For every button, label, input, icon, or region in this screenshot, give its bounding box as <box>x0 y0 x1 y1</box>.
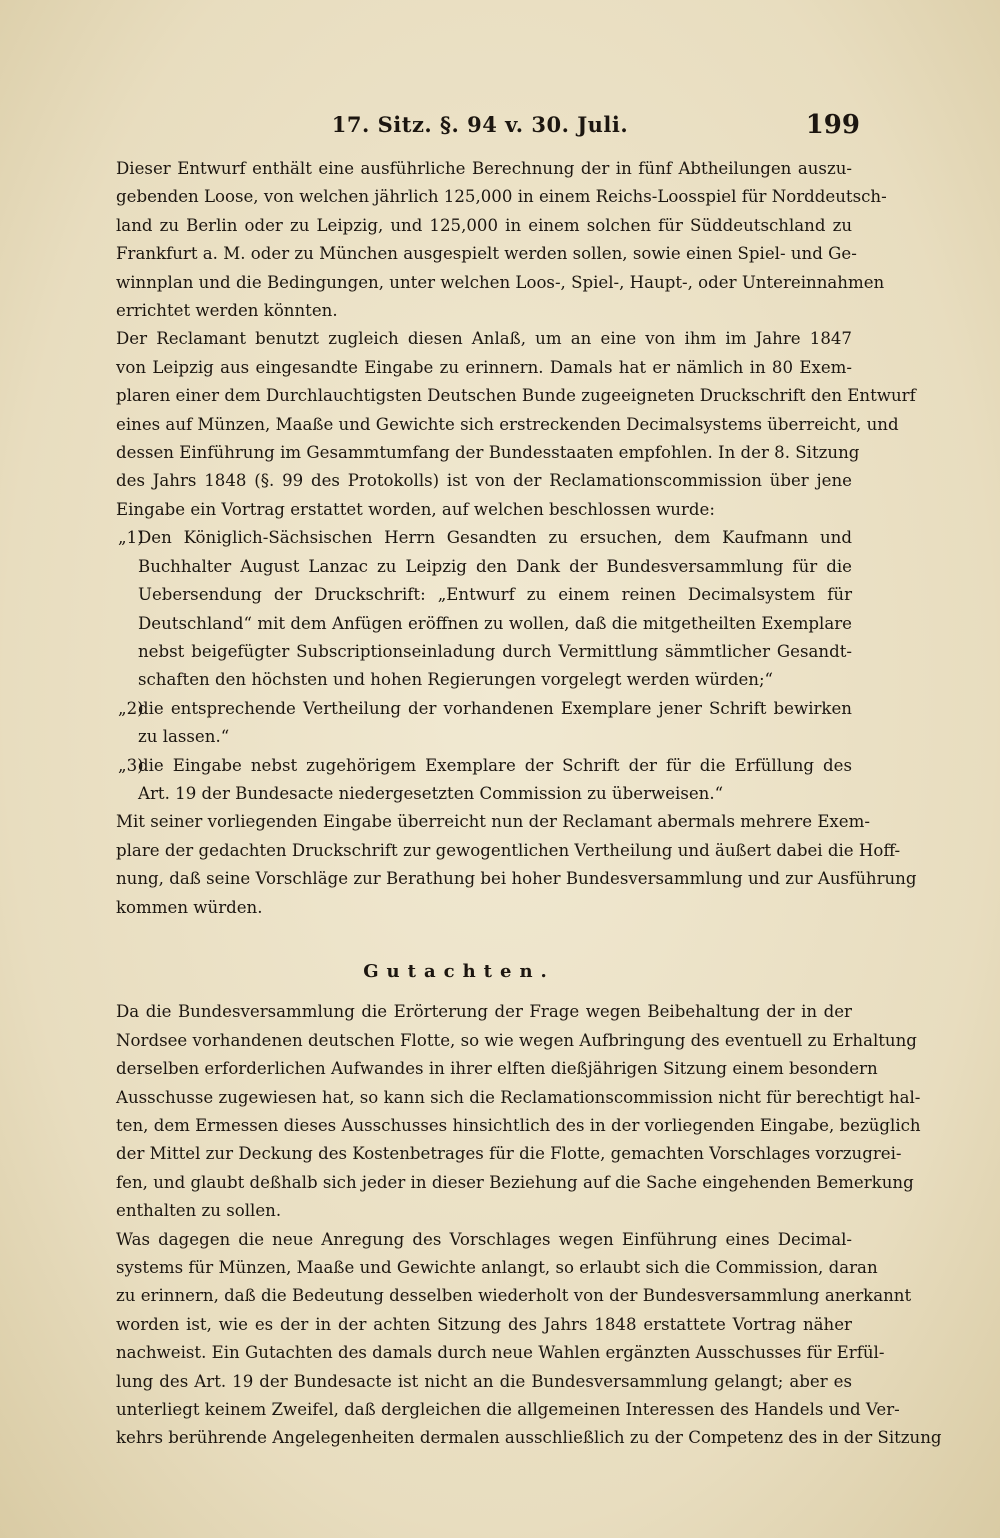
text-line: fen, und glaubt deßhalb sich jeder in dieser Beziehung auf die Sache eingehenden Bemerkung <box>116 1172 914 1192</box>
section-heading: Gutachten. <box>363 960 555 982</box>
text-line: Nordsee vorhandenen deutschen Flotte, so wie wegen Aufbringung des eventuell zu Erhaltung <box>116 1030 917 1050</box>
text-line: kommen würden. <box>116 897 263 917</box>
text-line: lung des Art. 19 der Bundesacte ist nicht an die Bundesversammlung gelangt; aber es <box>116 1371 852 1391</box>
text-line: nebst beigefügter Subscriptionseinladung durch Vermittlung sämmtlicher Gesandt- <box>138 641 852 661</box>
text-line: Eingabe ein Vortrag erstattet worden, auf welchen beschlossen wurde: <box>116 499 715 519</box>
text-line: Was dagegen die neue Anregung des Vorschlages wegen Einführung eines Decimal- <box>116 1229 852 1249</box>
text-line: Mit seiner vorliegenden Eingabe überreicht nun der Reclamant abermals mehrere Exem- <box>116 812 870 832</box>
paragraph-4 <box>66 998 921 1225</box>
text-line: von Leipzig aus eingesandte Eingabe zu erinnern. Damals hat er nämlich in 80 Exem- <box>116 357 852 377</box>
quoted-item-1 <box>66 524 852 694</box>
text-line: zu erinnern, daß die Bedeutung desselben wiederholt von der Bundesversammlung anerkannt <box>116 1286 912 1306</box>
quoted-item-3 <box>66 752 852 809</box>
text-line: die Eingabe nebst zugehörigem Exemplare der Schrift der für die Erfüllung des <box>138 755 852 775</box>
text-line: systems für Münzen, Maaße und Gewichte anlangt, so erlaubt sich die Commission, daran <box>116 1258 878 1278</box>
item-marker: „3) <box>118 755 144 775</box>
text-line: Uebersendung der Druckschrift: „Entwurf zu einem reinen Decimalsystem für <box>138 585 852 605</box>
text-line: schaften den höchsten und hohen Regierungen vorgelegt werden würden;“ <box>138 670 774 690</box>
text-line: des Jahrs 1848 (§. 99 des Protokolls) ist von der Reclamationscommission über jene <box>116 471 852 491</box>
paragraph-2 <box>66 325 916 524</box>
text-line: nachweist. Ein Gutachten des damals durch neue Wahlen ergänzten Ausschusses für Erfül- <box>116 1343 885 1363</box>
text-line: Deutschland“ mit dem Anfügen eröffnen zu wollen, daß die mitgetheilten Exemplare <box>138 613 852 633</box>
paragraph-1 <box>66 155 887 325</box>
item-marker: „2) <box>118 698 144 718</box>
text-line: Buchhalter August Lanzac zu Leipzig den Dank der Bundesversammlung für die <box>138 556 852 576</box>
paragraph-3 <box>66 808 917 922</box>
text-line: kehrs berührende Angelegenheiten dermalen ausschließlich zu der Competenz des in der Sitzung <box>116 1428 942 1448</box>
page-header <box>100 112 860 148</box>
text-line: derselben erforderlichen Aufwandes in ihrer elften dießjährigen Sitzung einem besondern <box>116 1059 878 1079</box>
paragraph-5 <box>66 1226 942 1453</box>
text-line: enthalten zu sollen. <box>116 1201 282 1221</box>
text-line: winnplan und die Bedingungen, unter welchen Loos-, Spiel-, Haupt-, oder Untereinnahmen <box>116 272 885 292</box>
text-line: plare der gedachten Druckschrift zur gewogentlichen Vertheilung und äußert dabei die Hoff- <box>116 840 901 860</box>
text-line: errichtet werden könnten. <box>116 301 338 321</box>
quoted-item-2 <box>66 695 852 752</box>
text-line: der Mittel zur Deckung des Kostenbetrages für die Flotte, gemachten Vorschlages vorzugrei- <box>116 1144 902 1164</box>
running-head: 17. Sitz. §. 94 v. 30. Juli. <box>331 112 629 137</box>
text-line: plaren einer dem Durchlauchtigsten Deutschen Bunde zugeeigneten Druckschrift den Entwurf <box>116 386 916 406</box>
text-line: Ausschusse zugewiesen hat, so kann sich die Reclamationscommission nicht für berechtigt hal- <box>116 1087 921 1107</box>
text-line: dessen Einführung im Gesammtumfang der Bundesstaaten empfohlen. In der 8. Sitzung <box>116 443 860 463</box>
text-line: nung, daß seine Vorschläge zur Berathung bei hoher Bundesversammlung und zur Ausführung <box>116 869 917 889</box>
text-line: zu lassen.“ <box>138 727 230 747</box>
text-line: unterliegt keinem Zweifel, daß dergleichen die allgemeinen Interessen des Handels und Ver- <box>116 1400 900 1420</box>
text-line: ten, dem Ermessen dieses Ausschusses hinsichtlich des in der vorliegenden Eingabe, bezüglich <box>116 1116 921 1135</box>
page-body <box>66 155 942 1453</box>
text-line: gebenden Loose, von welchen jährlich 125,000 in einem Reichs-Loosspiel für Norddeutsch- <box>116 187 887 207</box>
text-line: eines auf Münzen, Maaße und Gewichte sich erstreckenden Decimalsystems überreicht, und <box>116 414 899 434</box>
text-line: Art. 19 der Bundesacte niedergesetzten Commission zu überweisen.“ <box>138 783 724 803</box>
text-line: Frankfurt a. M. oder zu München ausgespielt werden sollen, sowie einen Spiel- und Ge- <box>116 244 857 264</box>
item-marker: „1) <box>118 528 144 548</box>
text-line: Der Reclamant benutzt zugleich diesen Anlaß, um an eine von ihm im Jahre 1847 <box>116 329 852 349</box>
text-line: land zu Berlin oder zu Leipzig, und 125,000 in einem solchen für Süddeutschland zu <box>116 215 852 235</box>
text-line: Da die Bundesversammlung die Erörterung der Frage wegen Beibehaltung der in der <box>116 1002 852 1022</box>
page-number: 199 <box>805 110 860 140</box>
text-line: Dieser Entwurf enthält eine ausführliche Berechnung der in fünf Abtheilungen auszu- <box>116 159 852 178</box>
text-line: Den Königlich-Sächsischen Herrn Gesandten zu ersuchen, dem Kaufmann und <box>138 528 852 548</box>
text-line: die entsprechende Vertheilung der vorhandenen Exemplare jener Schrift bewirken <box>138 698 852 718</box>
text-line: worden ist, wie es der in der achten Sitzung des Jahrs 1848 erstattete Vortrag näher <box>116 1314 852 1334</box>
